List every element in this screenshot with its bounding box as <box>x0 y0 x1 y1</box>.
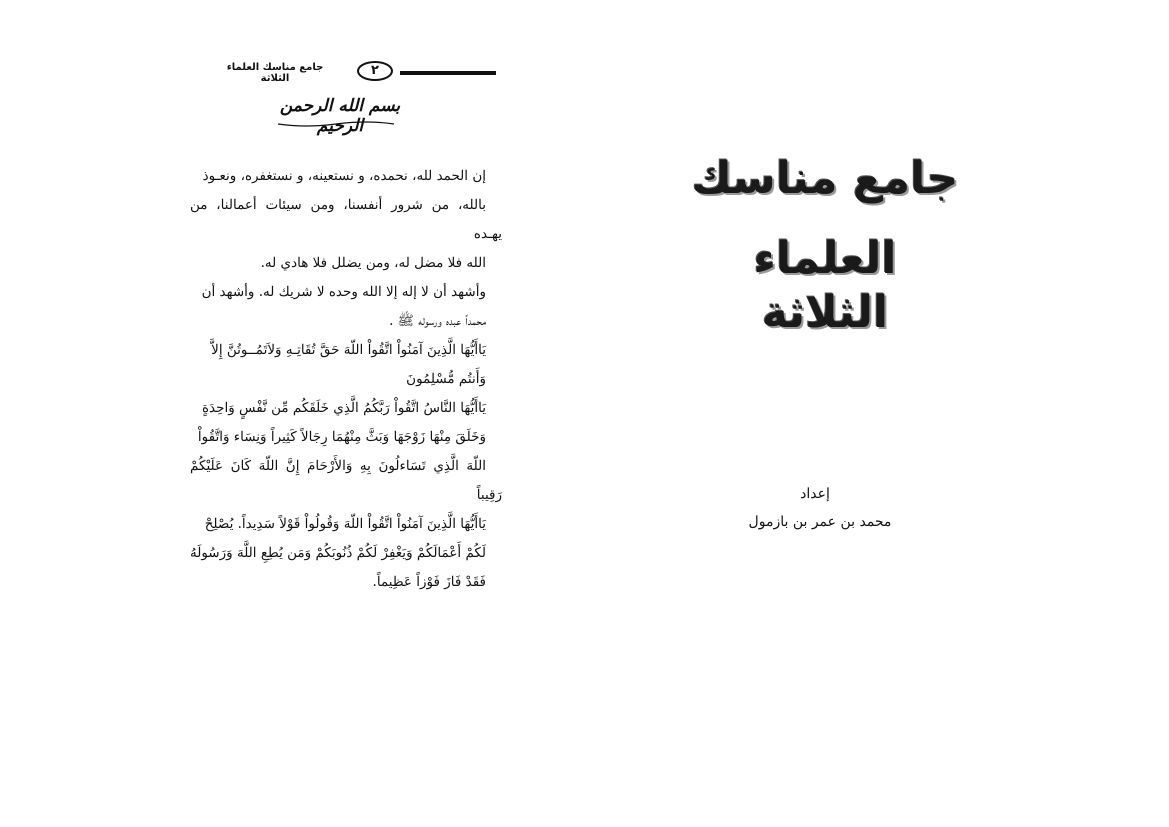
author-name: محمد بن عمر بن بازمول <box>748 514 892 530</box>
text-line: وَأَنتُم مُّسْلِمُونَ <box>406 371 486 387</box>
verse-3 <box>190 510 502 597</box>
running-header-title: جامع مناسك العلماء الثلاثة <box>226 62 324 84</box>
text-line: لَكُمْ أَعْمَالَكُمْ وَيَغْفِرْ لَكُمْ ذُنُوبَكُمْ وَمَن يُطِعِ اللَّهَ وَرَسُولَهُ <box>189 545 486 561</box>
text-line: اللّهَ الَّذِي تَسَاءلُونَ بِهِ وَالأَرْحَامَ إِنَّ اللّهَ كَانَ عَلَيْكُمْ رَقِيباً <box>190 458 502 503</box>
paragraph-hamd <box>190 162 502 278</box>
header-rule <box>400 71 496 75</box>
prepared-by-label: إعداد <box>800 486 830 502</box>
text-line: وأشهد أن لا إله إلا الله وحده لا شريك له. وأشهد أن <box>201 284 486 300</box>
left-page <box>0 0 584 827</box>
verse-2 <box>190 394 502 510</box>
page-number: ٢ <box>357 61 393 81</box>
text-line: فَقَدْ فَازَ فَوْزاً عَظِيماً. <box>372 574 486 590</box>
text-line: يَاأَيُّهَا الَّذِينَ آمَنُواْ اتَّقُواْ اللّهَ وَقُولُواْ قَوْلاً سَدِيداً. يُصْلِحْ <box>204 516 486 532</box>
text-line: يَاأَيُّهَا النَّاسُ اتَّقُواْ رَبَّكُمُ الَّذِي خَلَقَكُم مِّن نَّفْسٍ وَاحِدَةٍ <box>201 400 486 416</box>
text-line: محمداً عبده ورسوله ﷺ . <box>389 313 486 329</box>
cover-title-line-2: العلماء الثلاثة <box>753 233 897 338</box>
text-line: بالله، من شرور أنفسنا، ومن سيئات أعمالنا، من يهـده <box>190 197 502 242</box>
cover-page <box>585 0 1169 827</box>
paragraph-shahada <box>190 278 502 336</box>
text-line: إن الحمد لله، نحمده، و نستعينه، و نستغفره، ونعـوذ <box>202 168 486 184</box>
verse-1 <box>190 336 502 394</box>
cover-title-line-1: جامع مناسك <box>691 153 959 204</box>
basmala-flourish <box>276 120 396 128</box>
intro-text <box>190 162 502 597</box>
text-line: الله فلا مضل له، ومن يضلل فلا هادي له. <box>260 255 486 271</box>
text-line: يَاأَيُّهَا الَّذِينَ آمَنُواْ اتَّقُواْ اللّهَ حَقَّ تُقَاتِـهِ وَلاَتَمُــوتُنَّ إِلاَّ <box>211 342 486 358</box>
basmala: بسم الله الرحمن الرحيم <box>279 96 401 136</box>
text-line: وَخَلَقَ مِنْهَا زَوْجَهَا وَبَثَّ مِنْهُمَا رِجَالاً كَثِيراً وَنِسَاء وَاتَّقُواْ <box>197 429 486 445</box>
